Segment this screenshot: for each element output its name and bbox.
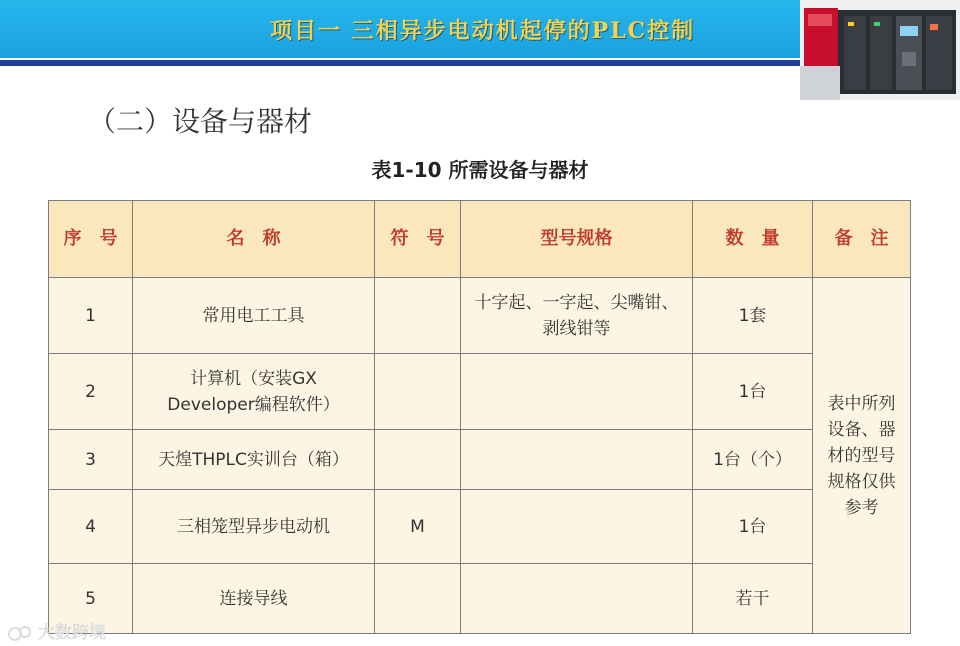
cell-qty: 1台 bbox=[693, 490, 813, 564]
cell-symbol bbox=[375, 278, 461, 354]
header-no: 序 号 bbox=[49, 201, 133, 278]
table-header-row bbox=[49, 201, 911, 278]
cell-spec bbox=[461, 354, 693, 430]
table-row bbox=[49, 354, 911, 430]
watermark bbox=[8, 618, 106, 643]
cell-spec bbox=[461, 564, 693, 634]
cell-qty: 若干 bbox=[693, 564, 813, 634]
header-name: 名 称 bbox=[133, 201, 375, 278]
cell-name: 连接导线 bbox=[133, 564, 375, 634]
header-symbol: 符 号 bbox=[375, 201, 461, 278]
header-qty: 数 量 bbox=[693, 201, 813, 278]
cell-name: 常用电工工具 bbox=[133, 278, 375, 354]
banner-title: 项目一 三相异步电动机起停的PLC控制 bbox=[270, 18, 696, 44]
cell-qty: 1台 bbox=[693, 354, 813, 430]
cell-name: 天煌THPLC实训台（箱） bbox=[133, 430, 375, 490]
header-spec: 型号规格 bbox=[461, 201, 693, 278]
watermark-logo-icon bbox=[8, 624, 32, 642]
table-row bbox=[49, 278, 911, 354]
equipment-table bbox=[48, 200, 911, 634]
table-row bbox=[49, 430, 911, 490]
cell-symbol bbox=[375, 564, 461, 634]
header-remark: 备 注 bbox=[813, 201, 911, 278]
table-row bbox=[49, 490, 911, 564]
cell-no: 4 bbox=[49, 490, 133, 564]
cell-remark: 表中所列设备、器材的型号规格仅供参考 bbox=[813, 278, 911, 634]
cell-no: 1 bbox=[49, 278, 133, 354]
cell-symbol bbox=[375, 430, 461, 490]
cell-spec bbox=[461, 430, 693, 490]
cell-symbol: M bbox=[375, 490, 461, 564]
plc-hardware-image bbox=[800, 0, 960, 100]
table-row bbox=[49, 564, 911, 634]
cell-no: 2 bbox=[49, 354, 133, 430]
cell-spec: 十字起、一字起、尖嘴钳、剥线钳等 bbox=[461, 278, 693, 354]
section-heading: （二）设备与器材 bbox=[88, 105, 313, 138]
cell-no: 3 bbox=[49, 430, 133, 490]
cell-spec bbox=[461, 490, 693, 564]
cell-qty: 1套 bbox=[693, 278, 813, 354]
banner-divider bbox=[0, 60, 800, 66]
table-caption: 表1-10 所需设备与器材 bbox=[371, 158, 589, 182]
cell-symbol bbox=[375, 354, 461, 430]
cell-no: 5 bbox=[49, 564, 133, 634]
cell-name: 计算机（安装GX Developer编程软件） bbox=[133, 354, 375, 430]
watermark-text: 大数跨境 bbox=[37, 623, 106, 643]
cell-name: 三相笼型异步电动机 bbox=[133, 490, 375, 564]
cell-qty: 1台（个） bbox=[693, 430, 813, 490]
